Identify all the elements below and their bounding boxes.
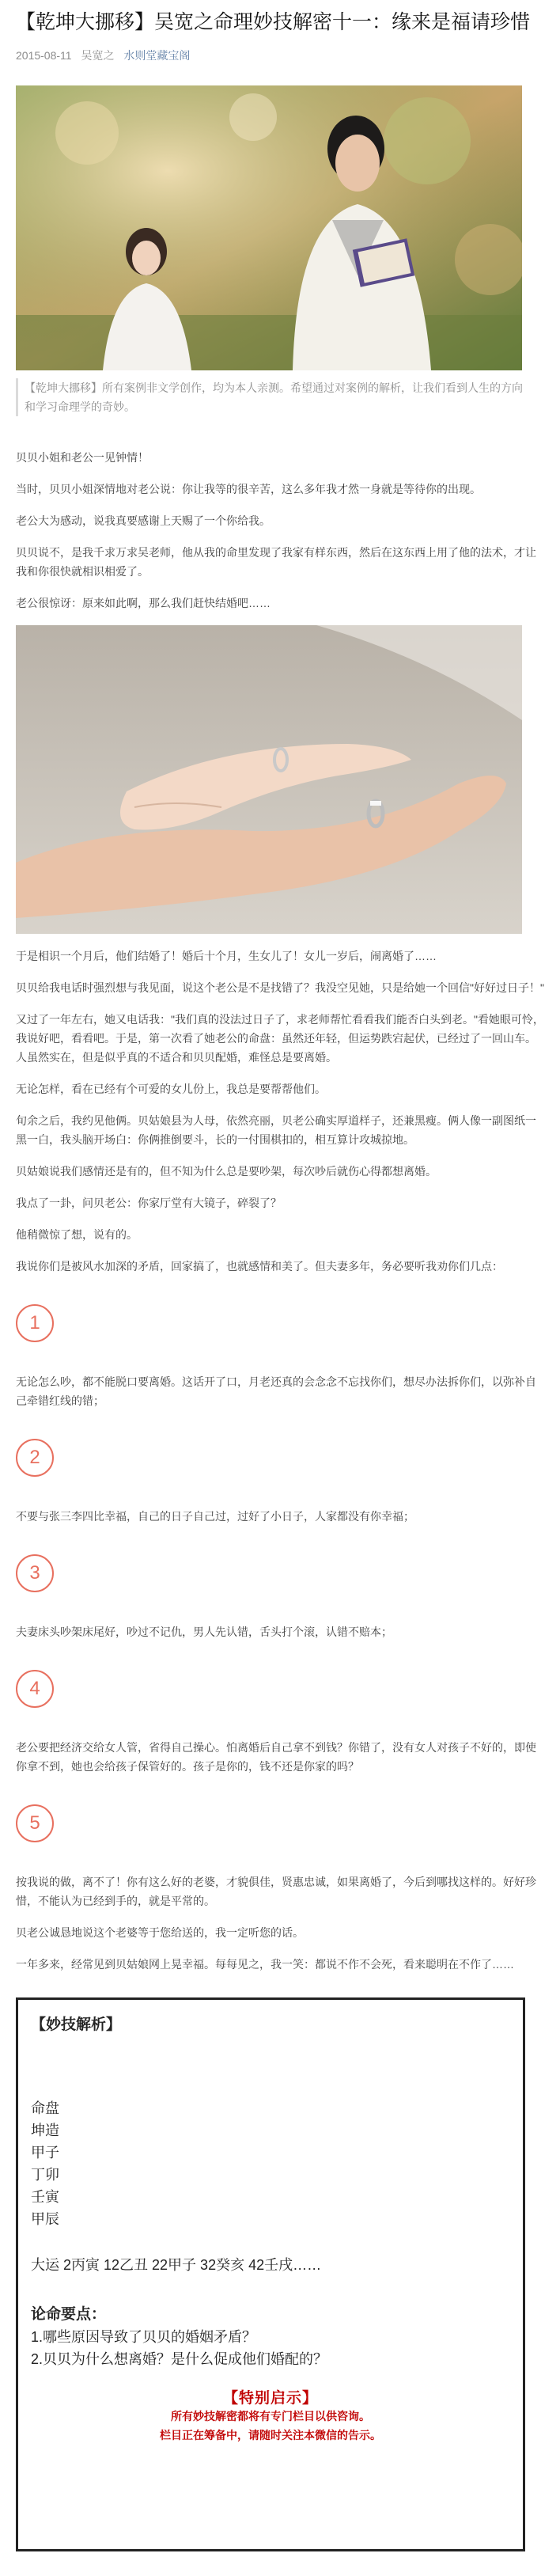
special-notice [31, 2386, 510, 2445]
publish-date: 2015-08-11 [16, 49, 72, 62]
bazi-line: 丁卯 [31, 2167, 59, 2183]
paragraph: 旬余之后，我约见他俩。贝姑娘县为人母，依然亮丽，贝老公确实厚道样子，还兼黑瘦。俩人像一副图纸一黑一白，我头脑开场白：你俩推倒要斗，长的一付围棋扣的，相互算计攻城掠地。 [16, 1114, 536, 1146]
couple-photo [16, 85, 522, 370]
dayun-line: 大运 2丙寅 12乙丑 22甲子 32癸亥 42壬戌…… [31, 2257, 322, 2273]
key-points [31, 2303, 510, 2370]
paragraph: 贝老公诚恳地说这个老婆等于您给送的，我一定听您的话。 [16, 1926, 304, 1939]
paragraph: 我说你们是被风水加深的矛盾，回家搞了，也就感情和美了。但夫妻多年，务必要听我劝你们几点： [16, 1260, 503, 1273]
numbered-advice-list [16, 1304, 544, 1910]
bazi-line: 壬寅 [31, 2189, 59, 2205]
paragraph: 贝贝小姐和老公一见钟情！ [16, 451, 149, 464]
number-circle: 3 [16, 1554, 54, 1592]
paragraph: 当时，贝贝小姐深情地对老公说：你让我等的很辛苦，这么多年我才然一身就是等待你的出现。 [16, 483, 481, 495]
article-title: 【乾坤大挪移】吴宽之命理妙技解密十一：缘来是福请珍惜 [16, 11, 531, 33]
advice-item: 按我说的做，离不了！你有这么好的老婆，才貌俱佳，贤惠忠诚，如果离婚了，今后到哪找这样的。好好珍惜，不能认为已经到手的，就是平常的。 [16, 1876, 536, 1907]
article-meta [16, 47, 544, 63]
advice-item: 不要与张三李四比幸福，自己的日子自己过，过好了小日子，人家都没有你幸福； [16, 1510, 414, 1523]
key-point: 2.贝贝为什么想离婚？是什么促成他们婚配的？ [31, 2351, 328, 2367]
advice-item: 无论怎么吵，都不能脱口要离婚。这话开了口，月老还真的会念念不忘找你们，想尽办法拆你们，以弥补自己牵错红线的错； [16, 1375, 536, 1407]
notice-title: 【特别启示】 [222, 2389, 318, 2407]
bazi-line: 甲子 [31, 2145, 59, 2161]
number-circle: 4 [16, 1670, 54, 1708]
advice-item: 夫妻床头吵架床尾好，吵过不记仇，男人先认错，舌头打个滚，认错不赔本； [16, 1626, 392, 1638]
account-link[interactable]: 水则堂藏宝阁 [123, 49, 191, 62]
notice-line: 所有妙技解密都将有专门栏目以供咨询。 [171, 2411, 370, 2423]
paragraph: 老公很惊讶：原来如此啊，那么我们赶快结婚吧…… [16, 597, 271, 609]
author-name: 吴宽之 [81, 49, 115, 62]
advice-item: 老公要把经济交给女人管，省得自己操心。怕离婚后自己拿不到钱？你错了，没有女人对孩子不好的，即使你拿不到，她也会给孩子保管好的。孩子是你的，钱不还是你家的吗？ [16, 1741, 536, 1773]
paragraph: 又过了一年左右，她又电话我："我们真的没法过日子了，求老师帮忙看看我们能否白头到老。"看她眼可怜，我说好吧，看看吧。于是，第一次看了她老公的命盘：虽然还年轻，但运势跌宕起伏，已经过了一回山车。人虽然实在，但是似乎真的不适合和贝贝配婚，难怪总是要离婚。 [16, 1013, 544, 1064]
hands-rings-photo [16, 625, 522, 934]
number-circle: 5 [16, 1804, 54, 1842]
number-circle: 1 [16, 1304, 54, 1342]
paragraph: 无论怎样，看在已经有个可爱的女儿份上，我总是要帮帮他们。 [16, 1083, 326, 1095]
paragraph: 老公大为感动，说我真要感谢上天赐了一个你给我。 [16, 514, 271, 527]
paragraph: 我点了一卦，问贝老公：你家厅堂有大镜子，碎裂了？ [16, 1197, 282, 1209]
key-point: 1.哪些原因导致了贝贝的婚姻矛盾？ [31, 2329, 257, 2345]
bazi-line: 坤造 [31, 2123, 59, 2138]
article-intro-caption: 【乾坤大挪移】所有案例非文学创作，均为本人亲测。希望通过对案例的解析，让我们看到人生的方向和学习命理学的奇妙。 [16, 378, 531, 416]
analysis-heading: 【妙技解析】 [31, 2016, 122, 2033]
paragraph: 贝贝说不，是我千求万求吴老师，他从我的命里发现了我家有样东西，然后在这东西上用了他的法术，才让我和你很快就相识相爱了。 [16, 546, 536, 578]
paragraph: 贝姑娘说我们感情还是有的，但不知为什么总是要吵架，每次吵后就伤心得都想离婚。 [16, 1165, 437, 1178]
bazi-chart [31, 2097, 510, 2230]
notice-line: 栏目正在筹备中，请随时关注本微信的告示。 [160, 2430, 381, 2442]
paragraph: 一年多来，经常见到贝姑娘网上晃幸福。每每见之，我一笑：都说不作不会死，看来聪明在不作了…… [16, 1958, 514, 1971]
number-circle: 2 [16, 1439, 54, 1477]
paragraph: 他稍微惊了想，说有的。 [16, 1228, 138, 1241]
paragraph: 贝贝给我电话时强烈想与我见面，说这个老公是不是找错了？我没空见她，只是给她一个回信"好好过日子！" [16, 981, 544, 994]
bazi-line: 命盘 [31, 2100, 59, 2116]
paragraph: 于是相识一个月后，他们结婚了！婚后十个月，生女儿了！女儿一岁后，闹离婚了…… [16, 950, 437, 962]
key-points-heading: 论命要点： [31, 2306, 107, 2323]
analysis-box [16, 1997, 525, 2551]
bazi-line: 甲辰 [31, 2211, 59, 2227]
